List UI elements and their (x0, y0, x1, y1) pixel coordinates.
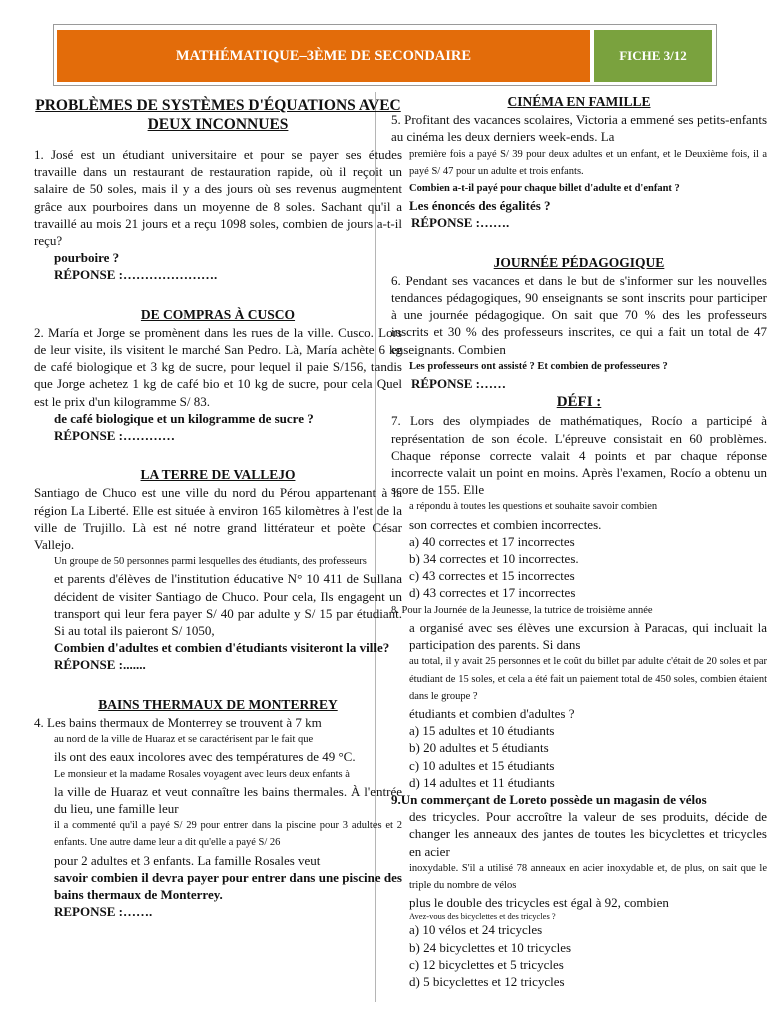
problem-7 (391, 412, 767, 601)
problem-4-text-3: la ville de Huaraz et veut connaître les bains thermales. À l'entrée du lieu, une famille leur (54, 783, 402, 816)
problem-9-small: inoxydable. S'il a utilisé 78 anneaux en acier inoxydable et, de plus, on sait que le triple du nombre de vélos (409, 862, 767, 891)
problem-4-small-1: au nord de la ville de Huaraz et se caractérisent par le fait que (54, 734, 314, 746)
problem-3 (34, 484, 402, 673)
problem-4 (34, 714, 402, 920)
problem-9-text: des tricycles. Pour accroître la valeur de ses produits, décide de changer les anneaux des jantes de toutes les bicyclettes et tricycles en acier (409, 809, 767, 859)
problem-7-option-a: a) 40 correctes et 17 incorrectes (409, 533, 575, 549)
header-title: MATHÉMATIQUE–3ÈME DE SECONDAIRE (57, 30, 590, 82)
problem-9-option-a: a) 10 vélos et 24 tricycles (409, 922, 543, 938)
problem-5-question-small: Combien a-t-il payé pour chaque billet d'adulte et d'enfant ? (409, 183, 680, 195)
problem-1-question: pourboire ? (54, 250, 120, 266)
problem-1-text: 1. José est un étudiant universitaire et pour se payer ses études travaille dans un restaurant de restauration rapide, où il reçoit un salaire de 50 soles, mais il y a des jours où ses revenus augmentent grâce aux pourboires dans un moyenne de 8 soles. Sachant qu'il a travaillé au mois 21 jours et a reçu 1098 soles, combien de jours a-t-il reçu? (34, 147, 402, 249)
problem-5 (391, 111, 767, 231)
section-title-cusco: DE COMPRAS À CUSCO (140, 306, 296, 322)
problem-8-text: a organisé avec ses élèves une excursion à Paracas, qui incluait la participation des parents. Si dans (409, 619, 767, 653)
problem-7-text: 7. Lors des olympiades de mathématiques, Rocío a participé à représentation de son école. L'épreuve consistait en 60 problèmes. Chaque réponse correcte valait 4 points et par chaque réponse incorrecte valait un point en moins. Après l'examen, Rocío a obtenu un score de 155. Elle (391, 413, 767, 498)
problem-4-text-2: ils ont des eaux incolores avec des températures de 49 °C. (54, 749, 356, 765)
right-column (391, 93, 767, 990)
problem-5-answer: RÉPONSE :……. (411, 215, 510, 231)
problem-3-answer: RÉPONSE :....... (54, 657, 146, 673)
problem-2 (34, 324, 402, 444)
problem-2-question: de café biologique et un kilogramme de sucre ? (54, 410, 314, 426)
section-title-monterrey: BAINS THERMAUX DE MONTERREY (98, 696, 338, 712)
problem-9-text-2: plus le double des tricycles est égal à 92, combien (409, 895, 669, 911)
problem-3-small: Un groupe de 50 personnes parmi lesquelles des étudiants, des professeurs (54, 556, 367, 568)
problem-9-option-c: c) 12 bicyclettes et 5 tricycles (409, 956, 564, 972)
problem-4-text-1: 4. Les bains thermaux de Monterrey se trouvent à 7 km (34, 714, 322, 730)
problem-6-answer: RÉPONSE :…… (411, 376, 506, 392)
problem-8-option-a: a) 15 adultes et 10 étudiants (409, 723, 555, 739)
problem-4-small-3: il a commenté qu'il a payé S/ 29 pour entrer dans la piscine pour 3 adultes et 2 enfants. Une autre dame leur a dit qu'elle a payé S/ 26 (54, 820, 402, 849)
problem-9-title: 9.Un commerçant de Loreto possède un magasin de vélos (391, 791, 707, 807)
problem-4-text-4: pour 2 adultes et 3 enfants. La famille Rosales veut (54, 852, 321, 868)
problem-8-small-1: 8. Pour la Journée de la Jeunesse, la tutrice de troisième année (391, 604, 653, 616)
problem-7-option-d: d) 43 correctes et 17 incorrectes (409, 585, 576, 601)
problem-6-question-small: Les professeurs ont assisté ? Et combien de professeures ? (409, 360, 668, 372)
section-title-vallejo: LA TERRE DE VALLEJO (140, 467, 296, 483)
problem-1 (34, 146, 402, 284)
problem-4-question: savoir combien il devra payer pour entrer dans une piscine des bains thermaux de Monterrey. (54, 869, 402, 902)
section-title-journee: JOURNÉE PÉDAGOGIQUE (493, 254, 665, 270)
problem-9-option-d: d) 5 bicyclettes et 12 tricycles (409, 973, 565, 989)
sheet-number: FICHE 3/12 (594, 30, 712, 82)
problem-5-text: 5. Profitant des vacances scolaires, Victoria a emmené ses petits-enfants au cinéma les deux derniers week-ends. La (391, 112, 767, 145)
problem-3-text-2: et parents d'élèves de l'institution éducative N° 10 411 de Sullana décident de visiter Santiago de Chuco. Pour cela, Ils engagent un transport qui leur fera payer S/ 40 par adulte y S/ 15 par étudiant. Si au total ils paieront S/ 1050, (54, 571, 402, 639)
problem-9-question-small: Avez-vous des bicyclettes et des tricycles ? (409, 911, 556, 922)
problem-8-text-2: étudiants et combien d'adultes ? (409, 705, 575, 721)
problem-3-question: Combien d'adultes et combien d'étudiants visiteront la ville? (54, 640, 390, 656)
problem-5-question: Les énoncés des égalités ? (409, 198, 551, 214)
problem-2-answer: RÉPONSE :………… (54, 428, 175, 444)
problem-8-option-c: c) 10 adultes et 15 étudiants (409, 757, 555, 773)
problem-8-small-2: au total, il y avait 25 personnes et le coût du billet par adulte c'était de 20 soles et par étudiant de 15 soles, et cela a été fait un paiement total de 450 soles, combien étaient dans le groupe ? (409, 656, 767, 702)
problem-8 (391, 602, 767, 791)
problem-7-option-c: c) 43 correctes et 15 incorrectes (409, 568, 575, 584)
problem-3-text: Santiago de Chuco est une ville du nord du Pérou appartenant à la région La Liberté. Elle est située à environ 165 kilomètres à l'est de la ville de Trujillo. Là est né notre grand littérateur et poète César Vallejo. (34, 485, 402, 553)
left-column (34, 93, 402, 930)
section-title-cinema: CINÉMA EN FAMILLE (507, 94, 651, 109)
problem-6-text: 6. Pendant ses vacances et dans le but de s'informer sur les nouvelles tendances pédagogiques, 90 enseignants se sont inscrits pour participer à une journée pédagogique. On sait que 70 % des les professeurs inscrits et 30 % des professeurs inscrites, ce qui a fait un total de 47 enseignants. Combien (391, 272, 767, 357)
problem-7-text-2: son correctes et combien incorrectes. (409, 516, 602, 532)
section-title-defi: DÉFI : (556, 394, 602, 411)
problem-8-option-d: d) 14 adultes et 11 étudiants (409, 774, 555, 790)
problem-6 (391, 272, 767, 392)
problem-4-answer: REPONSE :……. (54, 904, 153, 920)
problem-2-text: 2. María et Jorge se promènent dans les rues de la ville. Cusco. Lors de leur visite, ils visitent le marché San Pedro. Là, María achète 6 kg de café biologique et 3 kg de sucre, pour lequel il paie S/156, tandis que Jorge achetez 1 kg de café bio et 10 kg de sucre, pour cela Quel est le prix d'un kilogramme S/ 83. (34, 324, 402, 409)
problem-5-small: première fois a payé S/ 39 pour deux adultes et un enfant, et le Deuxième fois, il a payé S/ 47 pour un adulte et trois enfants. (409, 148, 767, 177)
problem-7-small: a répondu à toutes les questions et souhaite savoir combien (409, 501, 658, 513)
problem-1-answer: RÉPONSE :…………………. (54, 267, 218, 283)
problem-9-option-b: b) 24 bicyclettes et 10 tricycles (409, 939, 572, 955)
problem-7-option-b: b) 34 correctes et 10 incorrectes. (409, 551, 579, 567)
problem-4-small-2: Le monsieur et la madame Rosales voyagent avec leurs deux enfants à (54, 768, 350, 780)
problem-8-option-b: b) 20 adultes et 5 étudiants (409, 740, 549, 756)
problem-9 (391, 791, 767, 990)
main-title: PROBLÈMES DE SYSTÈMES D'ÉQUATIONS AVEC DEUX INCONNUES (35, 97, 401, 133)
